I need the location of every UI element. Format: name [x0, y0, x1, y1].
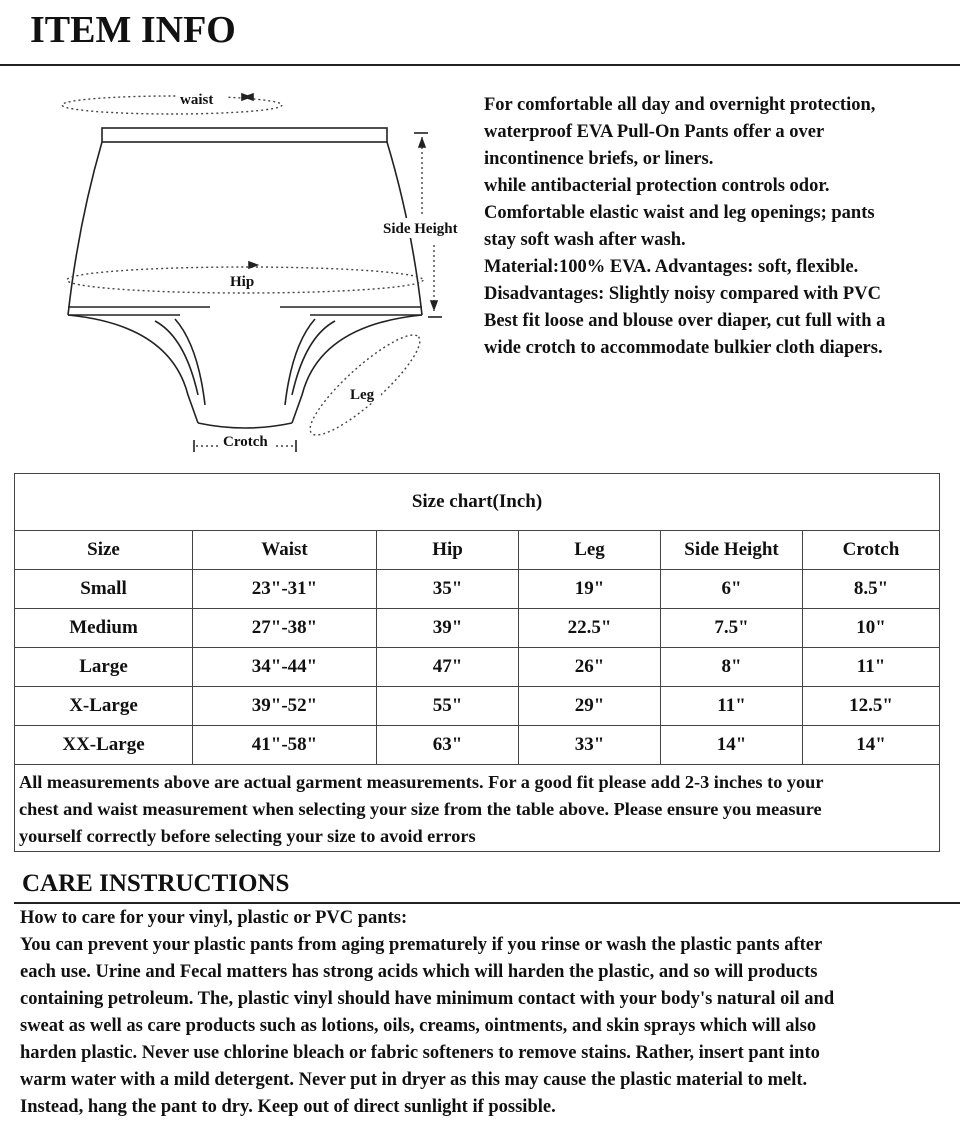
size-cell: Medium [15, 609, 193, 648]
care-line: each use. Urine and Fecal matters has strong acids which will harden the plastic, and so will products [20, 962, 818, 982]
note-line: yourself correctly before selecting your size to avoid errors [19, 826, 476, 846]
hip-cell: 35" [377, 570, 519, 609]
care-line: harden plastic. Never use chlorine bleach or fabric softeners to remove stains. Rather, insert pant into [20, 1043, 820, 1063]
measurement-note [15, 765, 940, 852]
waist-cell: 34"-44" [193, 648, 377, 687]
table-row [15, 570, 940, 609]
care-divider [14, 902, 960, 904]
measurement-note-row [15, 765, 940, 852]
description-line: waterproof EVA Pull-On Pants offer a over [484, 122, 825, 142]
size-cell: X-Large [15, 687, 193, 726]
crotch-cell: 8.5" [803, 570, 940, 609]
side-height-cell: 7.5" [661, 609, 803, 648]
waist-cell: 39"-52" [193, 687, 377, 726]
hip-cell: 63" [377, 726, 519, 765]
hip-cell: 47" [377, 648, 519, 687]
leg-label: Leg [350, 387, 375, 403]
care-line: warm water with a mild detergent. Never put in dryer as this may cause the plastic material to melt. [20, 1070, 808, 1090]
waist-cell: 41"-58" [193, 726, 377, 765]
leg-cell: 33" [519, 726, 661, 765]
page-title: ITEM INFO [30, 9, 236, 51]
left-leg-curve [68, 315, 198, 423]
hip-label: Hip [230, 274, 255, 290]
leg-cell: 26" [519, 648, 661, 687]
waist-cell: 23"-31" [193, 570, 377, 609]
description-line: Comfortable elastic waist and leg openings; pants [484, 203, 875, 223]
table-row [15, 726, 940, 765]
description-line: For comfortable all day and overnight protection, [484, 95, 876, 115]
right-leg-curve [292, 315, 422, 423]
care-line: Instead, hang the pant to dry. Keep out of direct sunlight if possible. [20, 1097, 556, 1117]
waist-cell: 27"-38" [193, 609, 377, 648]
column-header: Size [15, 531, 193, 570]
description-line: incontinence briefs, or liners. [484, 149, 714, 169]
description-line: while antibacterial protection controls odor. [484, 176, 830, 196]
description-line: Best fit loose and blouse over diaper, cut full with a [484, 311, 886, 331]
table-row [15, 609, 940, 648]
column-header: Side Height [661, 531, 803, 570]
size-cell: Large [15, 648, 193, 687]
garment-diagram [60, 75, 470, 465]
column-header: Leg [519, 531, 661, 570]
leg-cell: 22.5" [519, 609, 661, 648]
care-line: You can prevent your plastic pants from aging prematurely if you rinse or wash the plastic pants after [20, 935, 823, 955]
crotch-cell: 14" [803, 726, 940, 765]
side-height-cell: 8" [661, 648, 803, 687]
column-header: Waist [193, 531, 377, 570]
description-line: stay soft wash after wash. [484, 230, 686, 250]
size-cell: XX-Large [15, 726, 193, 765]
description-line: Material:100% EVA. Advantages: soft, flexible. [484, 257, 859, 277]
side-height-cell: 6" [661, 570, 803, 609]
hip-cell: 39" [377, 609, 519, 648]
side-height-label: Side Height [383, 221, 458, 237]
care-instructions-title: CARE INSTRUCTIONS [22, 870, 290, 897]
crotch-label: Crotch [223, 434, 268, 450]
waistband-outline [102, 128, 387, 142]
table-header-row [15, 531, 940, 570]
side-height-cell: 14" [661, 726, 803, 765]
leg-cell: 19" [519, 570, 661, 609]
crotch-curve [198, 423, 292, 428]
body-left-side [68, 142, 102, 315]
size-chart-table [14, 473, 940, 852]
column-header: Hip [377, 531, 519, 570]
column-header: Crotch [803, 531, 940, 570]
care-instructions-body [20, 905, 955, 1121]
description-line: wide crotch to accommodate bulkier cloth diapers. [484, 338, 883, 358]
note-line: chest and waist measurement when selecting your size from the table above. Please ensure you measure [19, 799, 822, 819]
hip-cell: 55" [377, 687, 519, 726]
product-description [484, 92, 954, 362]
crotch-cell: 12.5" [803, 687, 940, 726]
care-line: How to care for your vinyl, plastic or PVC pants: [20, 908, 408, 928]
table-row [15, 648, 940, 687]
care-line: containing petroleum. The, plastic vinyl should have minimum contact with your body's natural oil and [20, 989, 835, 1009]
table-row [15, 687, 940, 726]
care-line: sweat as well as care products such as lotions, oils, creams, ointments, and skin sprays which will also [20, 1016, 817, 1036]
title-divider [0, 64, 960, 66]
crotch-cell: 11" [803, 648, 940, 687]
size-chart-caption: Size chart(Inch) [15, 474, 940, 531]
size-cell: Small [15, 570, 193, 609]
waist-label: waist [180, 92, 214, 108]
leg-cell: 29" [519, 687, 661, 726]
description-line: Disadvantages: Slightly noisy compared with PVC [484, 284, 881, 304]
crotch-cell: 10" [803, 609, 940, 648]
side-height-cell: 11" [661, 687, 803, 726]
note-line: All measurements above are actual garment measurements. For a good fit please add 2-3 inches to your [19, 772, 824, 792]
